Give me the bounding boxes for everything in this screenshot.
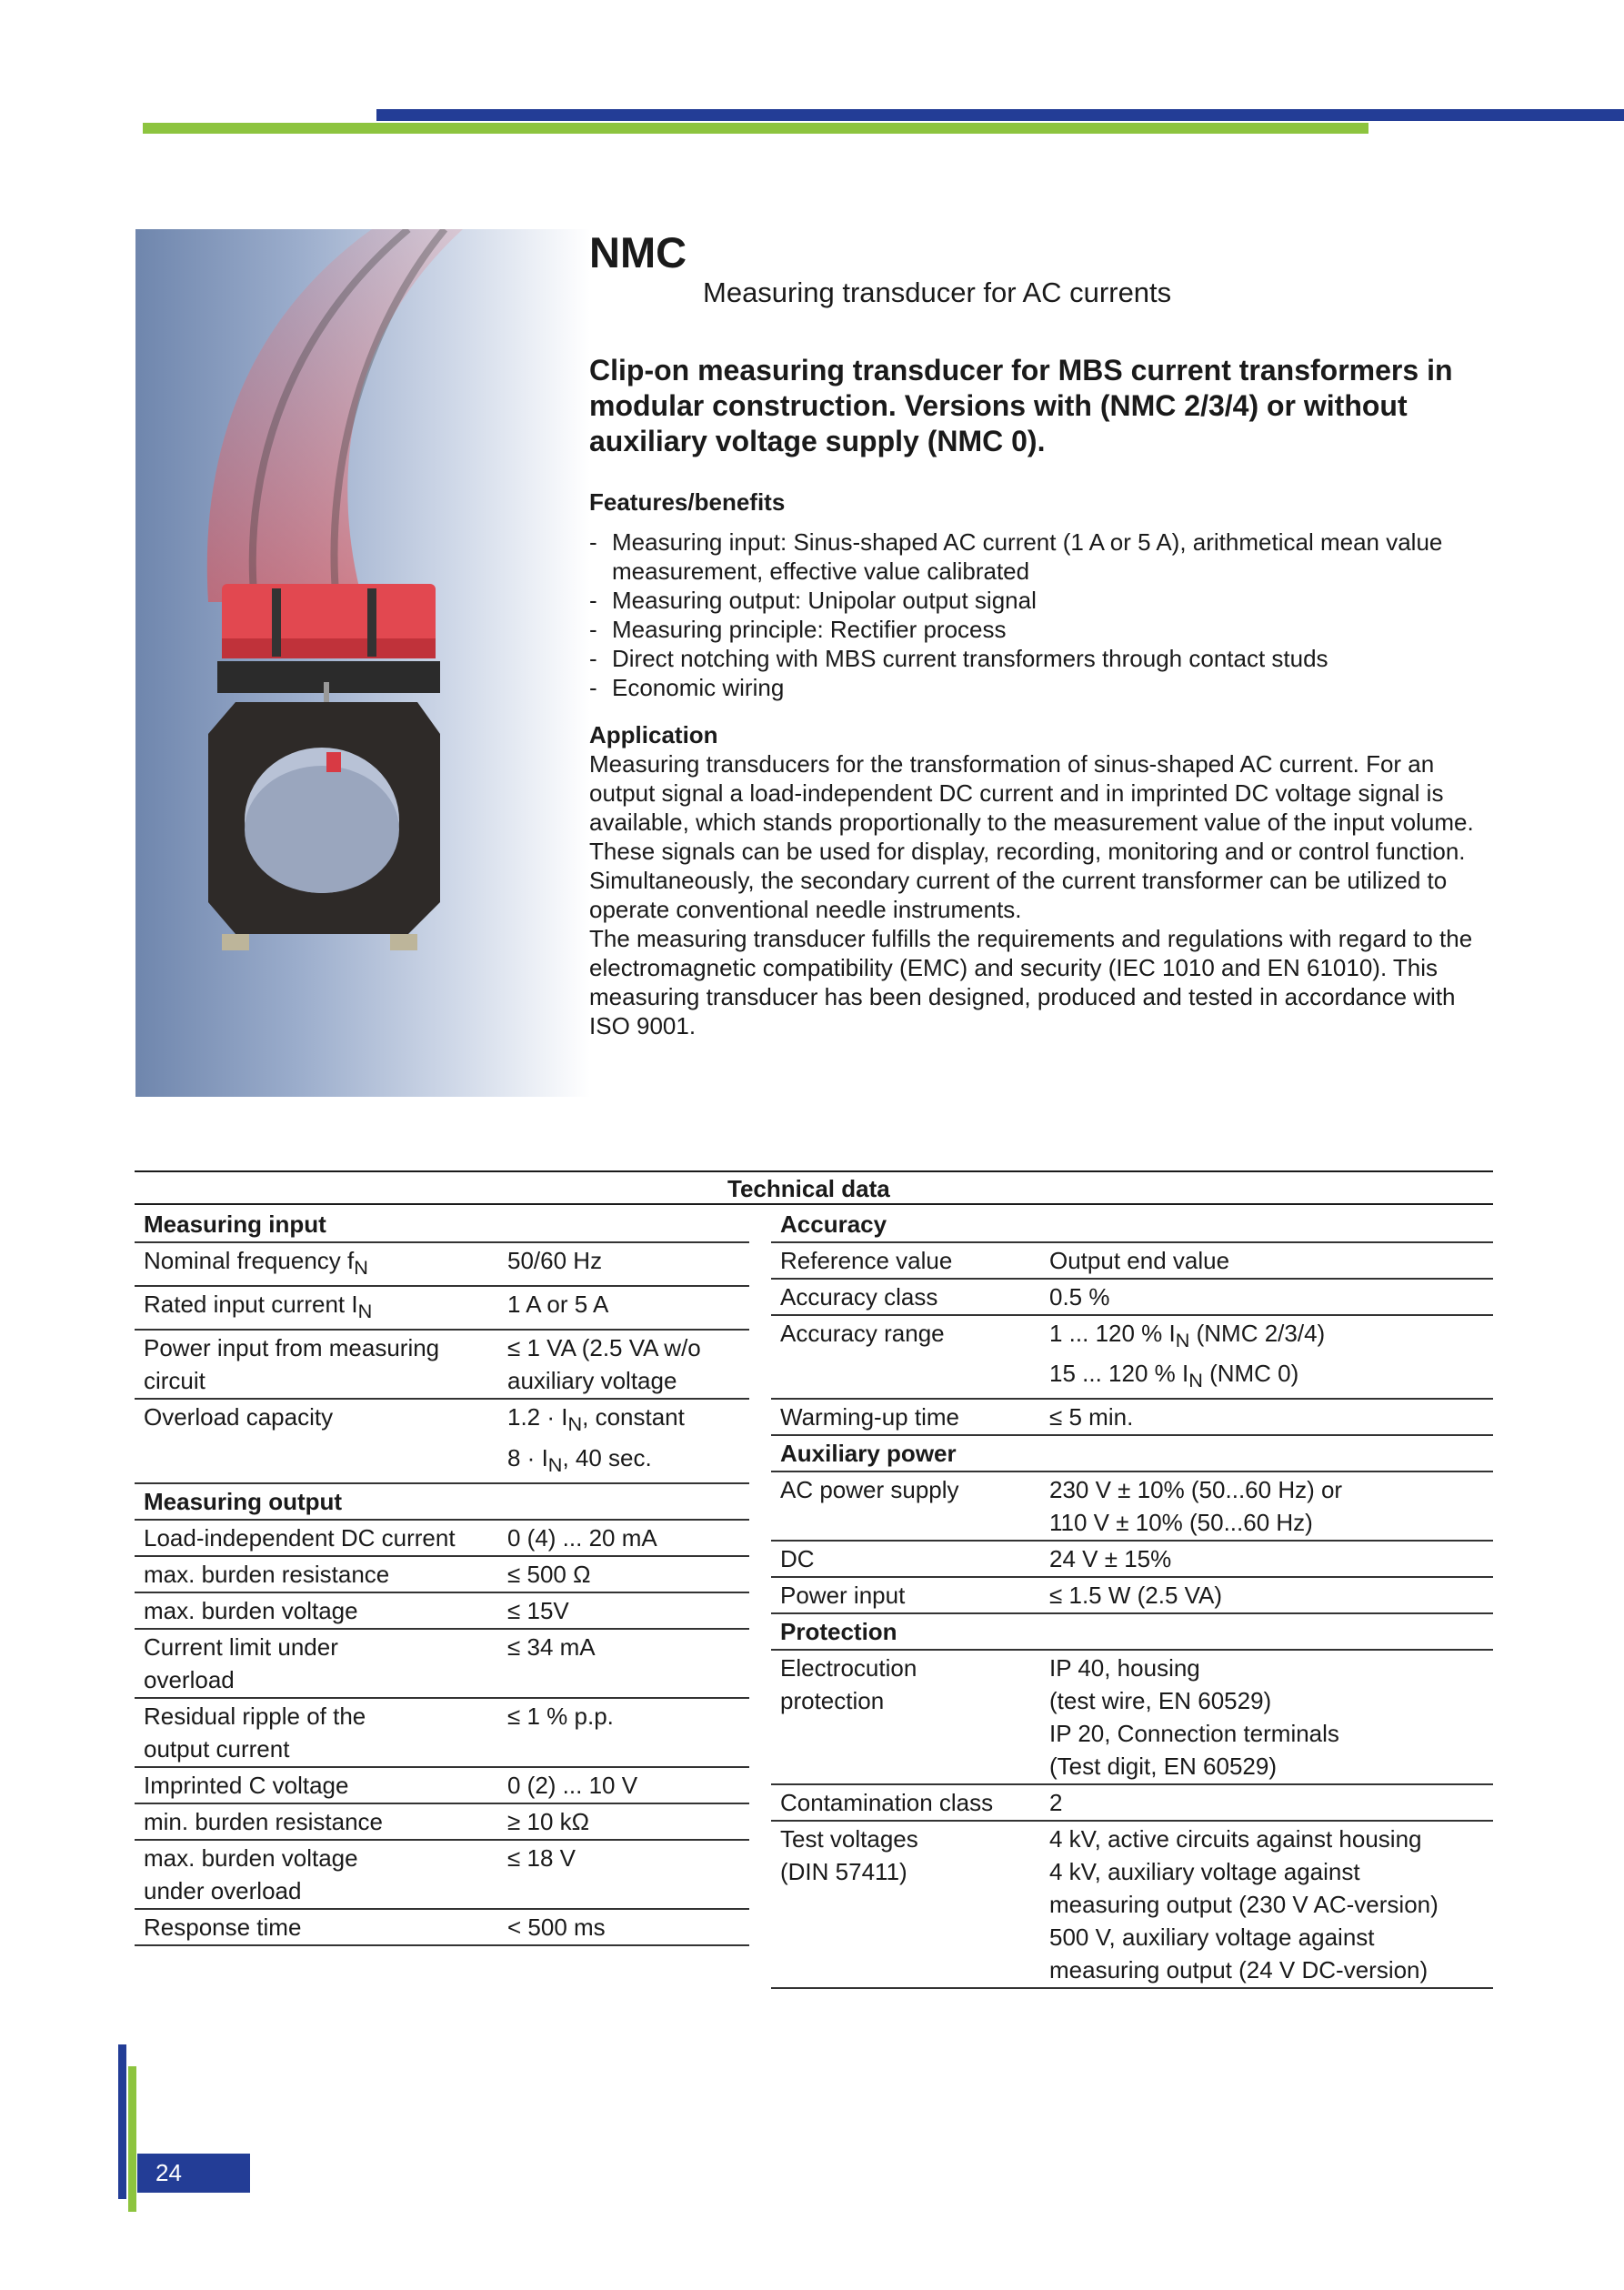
spec-value: ≥ 10 kΩ <box>498 1803 749 1840</box>
spec-label: Warming-up time <box>771 1399 1040 1435</box>
table-row <box>771 1315 1493 1399</box>
header-blue-bar <box>376 109 1624 121</box>
footer-blue-bar <box>118 2044 126 2199</box>
spec-label: Reference value <box>771 1242 1040 1279</box>
table-row <box>135 1840 749 1909</box>
lead-paragraph: Clip-on measuring transducer for MBS current transformers in modular construction. Versions with (NMC 2/3/4) or without auxiliary voltage supply (NMC 0). <box>589 354 1453 457</box>
table-row <box>135 1242 749 1286</box>
table-section-header: Measuring input <box>135 1207 749 1242</box>
spec-value: 230 V ± 10% (50...60 Hz) or 110 V ± 10% (50...60 Hz) <box>1040 1471 1493 1541</box>
spec-label: Load-independent DC current <box>135 1520 498 1556</box>
spec-value: 2 <box>1040 1784 1493 1821</box>
spec-label: Residual ripple of the output current <box>135 1698 498 1767</box>
spec-value: ≤ 34 mA <box>498 1629 749 1698</box>
spec-value: ≤ 1 % p.p. <box>498 1698 749 1767</box>
table-section-header: Auxiliary power <box>771 1435 1493 1471</box>
table-row <box>135 1556 749 1592</box>
spec-value: 1 A or 5 A <box>498 1286 749 1330</box>
spec-value: ≤ 1.5 W (2.5 VA) <box>1040 1577 1493 1613</box>
table-row <box>135 1629 749 1698</box>
table-row <box>771 1821 1493 1988</box>
table-section-header: Measuring output <box>135 1483 749 1520</box>
table-row <box>135 1207 749 1242</box>
spec-value: 1 ... 120 % $I_N$ (NMC 2/3/4) 15 ... 120 % $I_N$ (NMC 0) <box>1040 1315 1493 1399</box>
list-item: - Measuring principle: Rectifier process <box>589 615 1499 644</box>
spec-label: Response time <box>135 1909 498 1945</box>
list-item: - Economic wiring <box>589 673 1499 702</box>
page-subtitle: Measuring transducer for AC currents <box>703 276 1172 308</box>
spec-label: Power input <box>771 1577 1040 1613</box>
technical-table-right <box>771 1207 1493 1989</box>
page-title: NMC <box>589 228 687 276</box>
spec-label: Contamination class <box>771 1784 1040 1821</box>
spec-label: Test voltages (DIN 57411) <box>771 1821 1040 1988</box>
application-heading: Application <box>589 721 718 748</box>
table-row <box>771 1577 1493 1613</box>
spec-value: 4 kV, active circuits against housing 4 kV, auxiliary voltage against measuring output (230 V AC-version) 500 V, auxiliary voltage against measuring output (24 V DC-version) <box>1040 1821 1493 1988</box>
spec-value: ≤ 500 Ω <box>498 1556 749 1592</box>
list-item: - Direct notching with MBS current transformers through contact studs <box>589 644 1499 673</box>
table-row <box>135 1330 749 1399</box>
spec-value: ≤ 15V <box>498 1592 749 1629</box>
application-paragraph: These signals can be used for display, recording, monitoring and or control function. Simultaneously, the secondary current of the current transformer can be utilized to operate conventional needle instruments. <box>589 838 1466 923</box>
list-item: - Measuring input: Sinus-shaped AC current (1 A or 5 A), arithmetical mean value measurement, effective value calibrated <box>589 527 1499 586</box>
spec-value: 24 V ± 15% <box>1040 1541 1493 1577</box>
technical-top-rule <box>135 1170 1493 1172</box>
spec-value: 0 (4) ... 20 mA <box>498 1520 749 1556</box>
table-section-header: Protection <box>771 1613 1493 1650</box>
table-row <box>771 1279 1493 1315</box>
table-row <box>135 1592 749 1629</box>
spec-value: < 500 ms <box>498 1909 749 1945</box>
table-row <box>135 1803 749 1840</box>
spec-label: min. burden resistance <box>135 1803 498 1840</box>
spec-label: DC <box>771 1541 1040 1577</box>
application-paragraph: Measuring transducers for the transformation of sinus-shaped AC current. For an output signal a load-independent DC current and in imprinted DC voltage signal is available, which stands proportionally to the measurement value of the input volume. <box>589 750 1474 836</box>
spec-label: Rated input current $I_N$ <box>135 1286 498 1330</box>
spec-label: Electrocution protection <box>771 1650 1040 1784</box>
page-number: 24 <box>137 2154 250 2193</box>
table-row <box>135 1520 749 1556</box>
spec-label: Current limit under overload <box>135 1629 498 1698</box>
technical-title-rule <box>135 1203 1493 1205</box>
table-row <box>771 1784 1493 1821</box>
spec-value: Output end value <box>1040 1242 1493 1279</box>
features-heading: Features/benefits <box>589 488 786 516</box>
spec-label: Accuracy range <box>771 1315 1040 1399</box>
table-row <box>135 1698 749 1767</box>
features-list <box>589 527 1499 702</box>
table-row <box>771 1435 1493 1471</box>
table-row <box>771 1242 1493 1279</box>
technical-table-left <box>135 1207 749 1946</box>
spec-value: ≤ 18 V <box>498 1840 749 1909</box>
table-row <box>771 1471 1493 1541</box>
footer-green-bar <box>128 2066 136 2212</box>
application-text <box>589 749 1499 1040</box>
product-photo <box>135 229 590 1097</box>
spec-label: Power input from measuring circuit <box>135 1330 498 1399</box>
table-row <box>135 1767 749 1803</box>
header-green-bar <box>143 123 1368 134</box>
spec-label: Nominal frequency $f_N$ <box>135 1242 498 1286</box>
spec-value: $1.2 \cdot I_N$, constant $8 \cdot I_N$, 40 sec. <box>498 1399 749 1482</box>
technical-data-title: Technical data <box>727 1175 890 1202</box>
table-row <box>135 1909 749 1945</box>
application-paragraph: The measuring transducer fulfills the requirements and regulations with regard to the electromagnetic compatibility (EMC) and security (IEC 1010 and EN 61010). This measuring transducer has been designed, produced and tested in accordance with ISO 9001. <box>589 925 1473 1040</box>
spec-value: ≤ 1 VA (2.5 VA w/o auxiliary voltage <box>498 1330 749 1399</box>
list-item: - Measuring output: Unipolar output signal <box>589 586 1499 615</box>
table-row <box>771 1613 1493 1650</box>
table-row <box>135 1483 749 1520</box>
spec-label: AC power supply <box>771 1471 1040 1541</box>
table-row <box>135 1399 749 1482</box>
table-row <box>771 1207 1493 1242</box>
spec-label: Overload capacity <box>135 1399 498 1482</box>
spec-label: Imprinted C voltage <box>135 1767 498 1803</box>
spec-value: IP 40, housing (test wire, EN 60529) IP 20, Connection terminals (Test digit, EN 60529) <box>1040 1650 1493 1784</box>
spec-value: 0 (2) ... 10 V <box>498 1767 749 1803</box>
table-row <box>135 1286 749 1330</box>
spec-value: 0.5 % <box>1040 1279 1493 1315</box>
spec-label: max. burden voltage <box>135 1592 498 1629</box>
table-row <box>771 1650 1493 1784</box>
table-row <box>771 1541 1493 1577</box>
spec-value: ≤ 5 min. <box>1040 1399 1493 1435</box>
spec-label: Accuracy class <box>771 1279 1040 1315</box>
table-section-header: Accuracy <box>771 1207 1493 1242</box>
spec-label: max. burden resistance <box>135 1556 498 1592</box>
table-row <box>771 1399 1493 1435</box>
spec-value: 50/60 Hz <box>498 1242 749 1286</box>
spec-label: max. burden voltage under overload <box>135 1840 498 1909</box>
